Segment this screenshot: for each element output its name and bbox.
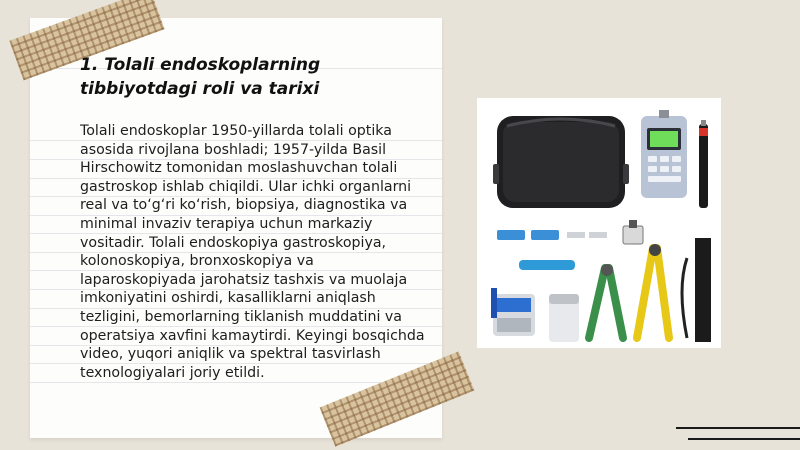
decorative-line-1 — [676, 427, 800, 429]
yellow-stripper-icon — [637, 244, 669, 338]
slide-title: 1. Tolali endoskoplarning tibbiyotdagi roli va tarixi — [80, 55, 321, 99]
fiber-cleaver-icon — [491, 288, 535, 336]
ruler-icon — [695, 238, 711, 342]
decorative-line-2 — [688, 438, 800, 440]
marker-icon — [519, 260, 575, 270]
lanyard-icon — [682, 258, 687, 338]
tool-case-icon — [493, 116, 629, 208]
fiber-connectors-icon — [497, 220, 643, 244]
power-meter-icon — [641, 110, 687, 198]
visual-fault-locator-pen-icon — [699, 120, 708, 208]
slide-body-text: Tolali endoskoplar 1950-yillarda tolali optika asosida rivojlana boshladi; 1957-yilda Basil Hirschowitz tomonidan moslashuvchan tolali gastroskop ishlab chiqildi. Ular ichki organlarni real va to‘g‘ri ko‘rish, biopsiya, diagnostika va minimal invaziv terapiya uchun markaziy vositadir. Tolali endoskopiya gastroskopiya, kolonoskopiya, bronxoskopiya va laparoskopiyada jarohatsiz tashxis va muolaja imkoniyatini oshirdi, kasalliklarni aniqlash tezligini, bemorlarning tiklanish muddatini va operatsiya xavfini kamaytirdi. Keyingi bosqichda video, yuqori aniqlik va spektral tasvirlash texnologiyalari joriy etildi. — [80, 123, 425, 381]
alcohol-dispenser-icon — [549, 294, 579, 342]
fiber-stripper-icon — [589, 264, 623, 338]
fiber-optic-tool-kit-photo — [477, 98, 721, 348]
